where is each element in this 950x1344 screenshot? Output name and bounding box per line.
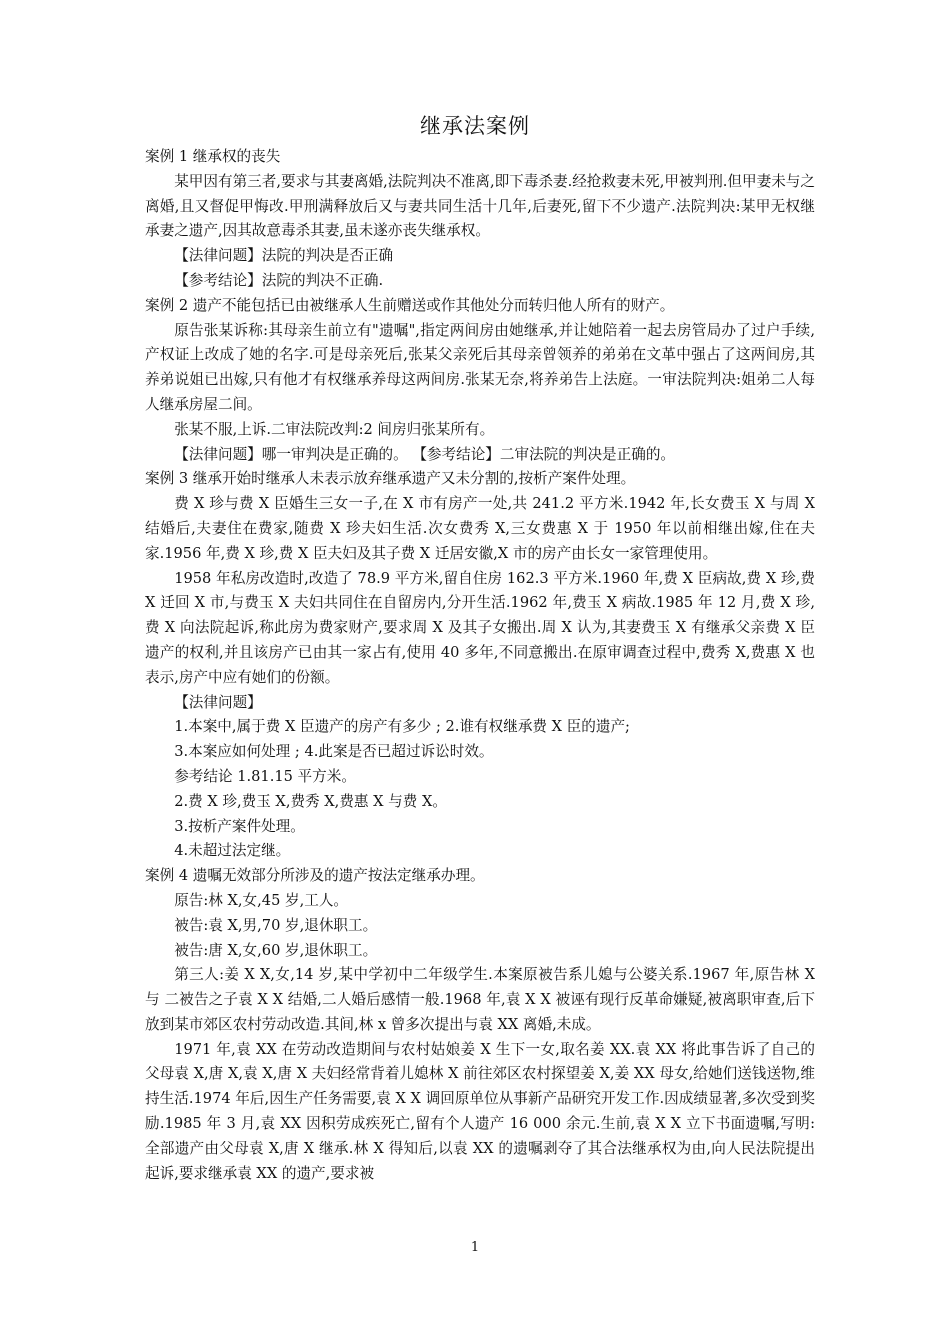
body-paragraph: 1971 年,袁 XX 在劳动改造期间与农村姑娘姜 X 生下一女,取名姜 XX.袁 XX 将此事告诉了自己的父母袁 X,唐 X,袁 X,唐 X 夫妇经常背着儿媳林 X 前往郊区农村探望姜 X,姜 XX 母女,给她们送钱送物,维持生活.1974 年后,因生产任务需要,袁 X X 调回原单位从事新产品研究开发工作.因成绩显著,多次受到奖励.1985 年 3 月,袁 XX 因积劳成疾死亡,留有个人遗产 16 000 余元.生前,袁 X X 立下书面遗嘱,写明:全部遗产由父母袁 X,唐 X 继承.林 X 得知后,以袁 XX 的遗嘱剥夺了其合法继承权为由,向人民法院提出起诉,要求继承袁 XX 的遗产,要求被 xyxy=(145,1040,815,1182)
document-body xyxy=(145,145,815,1186)
body-paragraph: 【法律问题】法院的判决是否正确 xyxy=(174,247,394,265)
body-paragraph: 原告:林 X,女,45 岁,工人。 xyxy=(174,891,349,909)
case-heading: 案例 1 继承权的丧失 xyxy=(145,148,281,165)
body-paragraph: 2.费 X 珍,费玉 X,费秀 X,费惠 X 与费 X。 xyxy=(174,792,447,810)
body-paragraph: 【法律问题】哪一审判决是正确的。 【参考结论】二审法院的判决是正确的。 xyxy=(174,445,676,463)
body-paragraph: 第三人:姜 X X,女,14 岁,某中学初中二年级学生.本案原被告系儿媳与公婆关系.1967 年,原告林 X 与 二被告之子袁 X X 结婚,二人婚后感情一般.1968 年,袁 X X 被诬有现行反革命嫌疑,被离职审查,后下放到某市郊区农村劳动改造.其间,林 x 曾多次提出与袁 XX 离婚,未成。 xyxy=(145,966,815,1033)
body-paragraph: 被告:袁 X,男,70 岁,退休职工。 xyxy=(174,916,378,934)
body-paragraph: 3.本案应如何处理 ; 4.此案是否已超过诉讼时效。 xyxy=(174,743,494,761)
body-paragraph: 1.本案中,属于费 X 臣遗产的房产有多少 ; 2.谁有权继承费 X 臣的遗产; xyxy=(174,718,630,736)
body-paragraph: 【参考结论】法院的判决不正确. xyxy=(174,271,384,289)
page-number: 1 xyxy=(470,1240,480,1255)
body-paragraph: 3.按析产案件处理。 xyxy=(174,817,305,835)
body-paragraph: 1958 年私房改造时,改造了 78.9 平方米,留自住房 162.3 平方米.1960 年,费 X 臣病故,费 X 珍,费 X 迁回 X 市,与费玉 X 夫妇共同住在自留房内,分开生活.1962 年,费玉 X 病故.1985 年 12 月,费 X 珍,费 X 向法院起诉,称此房为费家财产,要求周 X 及其子女搬出.周 X 认为,其妻费玉 X 有继承父亲费 X 臣遗产的权利,并且该房产已由其一家占有,使用 40 多年,不同意搬出.在原审调查过程中,费秀 X,费惠 X 也表示,房产中应有她们的份额。 xyxy=(145,569,815,686)
body-paragraph: 原告张某诉称:其母亲生前立有"遗嘱",指定两间房由她继承,并让她陪着一起去房管局办了过户手续,产权证上改成了她的名字.可是母亲死后,张某父亲死后其母亲曾领养的弟弟在文革中强占了这两间房,其养弟说姐已出嫁,只有他才有权继承养母这两间房.张某无奈,将养弟告上法庭。一审法院判决:姐弟二人每人继承房屋二间。 xyxy=(145,321,815,413)
body-paragraph: 4.未超过法定继。 xyxy=(174,842,291,860)
case-heading: 案例 2 遗产不能包括已由被继承人生前赠送或作其他处分而转归他人所有的财产。 xyxy=(145,296,675,314)
document-title: 继承法案例 xyxy=(420,114,530,138)
body-paragraph: 费 X 珍与费 X 臣婚生三女一子,在 X 市有房产一处,共 241.2 平方米.1942 年,长女费玉 X 与周 X 结婚后,夫妻住在费家,随费 X 珍夫妇生活.次女费秀 X,三女费惠 X 于 1950 年以前相继出嫁,住在夫家.1956 年,费 X 珍,费 X 臣夫妇及其子费 X 迁居安徽,X 市的房产由长女一家管理使用。 xyxy=(145,495,815,562)
body-paragraph: 【法律问题】 xyxy=(174,693,262,711)
case-heading: 案例 4 遗嘱无效部分所涉及的遗产按法定继承办理。 xyxy=(145,867,485,885)
body-paragraph: 参考结论 1.81.15 平方米。 xyxy=(174,767,356,785)
body-paragraph: 被告:唐 X,女,60 岁,退休职工。 xyxy=(174,941,378,959)
body-paragraph: 张某不服,上诉.二审法院改判:2 间房归张某所有。 xyxy=(174,420,495,438)
case-heading: 案例 3 继承开始时继承人未表示放弃继承遗产又未分割的,按析产案件处理。 xyxy=(145,470,636,488)
body-paragraph: 某甲因有第三者,要求与其妻离婚,法院判决不准离,即下毒杀妻.经抢救妻未死,甲被判刑.但甲妻未与之离婚,且又督促甲悔改.甲刑满释放后又与妻共同生活十几年,后妻死,留下不少遗产.法院判决:某甲无权继承妻之遗产,因其故意毒杀其妻,虽未遂亦丧失继承权。 xyxy=(145,172,815,240)
